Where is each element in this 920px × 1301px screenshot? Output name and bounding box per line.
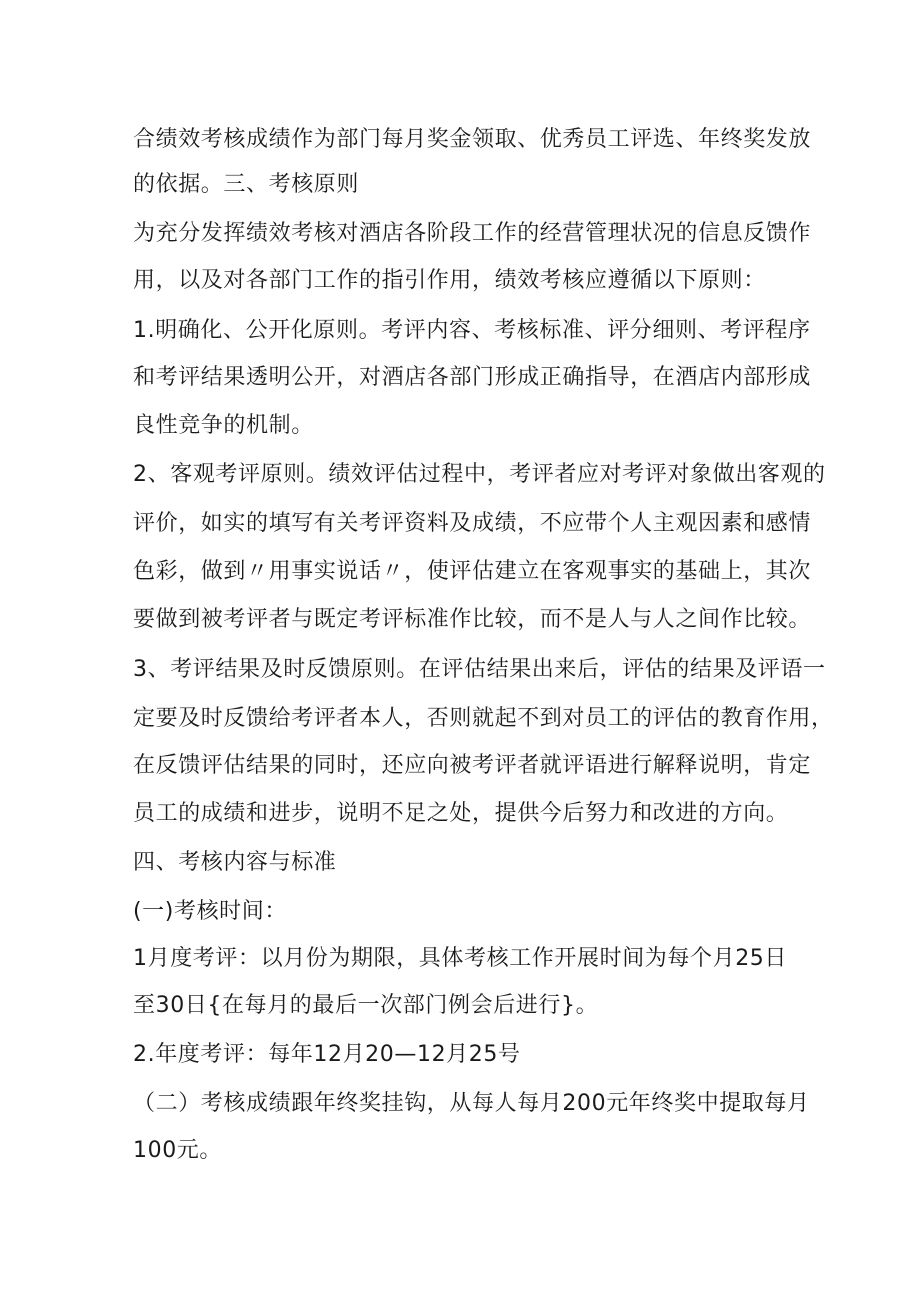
text-line: 用，以及对各部门工作的指引作用，绩效考核应遵循以下原则： <box>133 268 766 293</box>
text-line: 和考评结果透明公开，对酒店各部门形成正确指导，在酒店内部形成 <box>133 365 812 390</box>
section-heading: 四、考核内容与标准 <box>133 850 337 875</box>
text-line: 良性竞争的机制。 <box>133 413 314 438</box>
text-line: 色彩，做到〃用事实说话〃，使评估建立在客观事实的基础上，其次 <box>133 559 812 584</box>
text-line: 评价，如实的填写有关考评资料及成绩，不应带个人主观因素和感情 <box>133 511 812 536</box>
text-line: 2、客观考评原则。绩效评估过程中，考评者应对考评对象做出客观的 <box>133 462 826 487</box>
text-line: 1.明确化、公开化原则。考评内容、考核标准、评分细则、考评程序 <box>133 318 811 343</box>
text-line: 在反馈评估结果的同时，还应向被考评者就评语进行解释说明，肯定 <box>133 753 812 778</box>
text-line: 定要及时反馈给考评者本人，否则就起不到对员工的评估的教育作用， <box>133 706 834 731</box>
text-line: 3、考评结果及时反馈原则。在评估结果出来后，评估的结果及评语一 <box>133 657 826 682</box>
text-line: 1月度考评：以月份为期限，具体考核工作开展时间为每个月25日 <box>133 946 787 971</box>
subsection-heading: (一)考核时间： <box>133 899 287 924</box>
text-line: 合绩效考核成绩作为部门每月奖金领取、优秀员工评选、年终奖发放 <box>133 127 812 152</box>
text-line: 至30日{在每月的最后一次部门例会后进行}。 <box>133 993 599 1018</box>
text-line: 的依据。三、考核原则 <box>133 172 360 197</box>
text-line: 2.年度考评：每年12月20—12月25号 <box>133 1042 521 1067</box>
text-line: 100元。 <box>133 1138 222 1163</box>
text-line: 为充分发挥绩效考核对酒店各阶段工作的经营管理状况的信息反馈作 <box>133 221 812 246</box>
text-line: 要做到被考评者与既定考评标准作比较，而不是人与人之间作比较。 <box>133 607 812 632</box>
text-line: （二）考核成绩跟年终奖挂钩，从每人每月200元年终奖中提取每月 <box>133 1091 810 1116</box>
text-line: 员工的成绩和进步，说明不足之处，提供今后努力和改进的方向。 <box>133 801 789 826</box>
